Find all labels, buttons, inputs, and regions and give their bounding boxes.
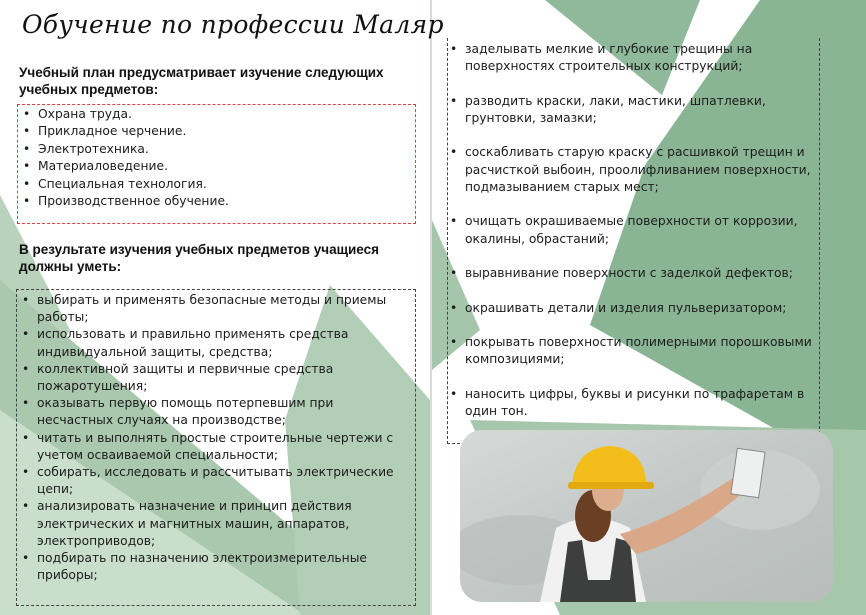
subject-item: • Электротехника. (22, 141, 409, 158)
skills-continued-box (447, 38, 820, 444)
skills-box (16, 289, 416, 606)
skills-list (21, 292, 407, 584)
subject-item: • Производственное обучение. (22, 193, 409, 210)
skill-item: • использовать и правильно применять средства индивидуальной защиты, средства; (21, 326, 407, 360)
hardhat-brim (568, 482, 654, 489)
outcomes-heading: В результате изучения учебных предметов учащиеся должны уметь: (19, 242, 379, 274)
subjects-box (17, 104, 416, 224)
curriculum-heading: Учебный план предусматривает изучение следующих учебных предметов: (19, 65, 384, 97)
subjects-list (22, 106, 409, 210)
skill-item: • собирать, исследовать и рассчитывать электрические цепи; (21, 464, 407, 498)
subject-item: • Охрана труда. (22, 106, 409, 123)
skill-item: • подбирать по назначению электроизмерительные приборы; (21, 550, 407, 584)
painter-illustration (460, 430, 833, 602)
skill-item: • читать и выполнять простые строительные чертежи с учетом осваиваемой специальности; (21, 430, 407, 464)
skill-item: • разводить краски, лаки, мастики, шпатлевки, грунтовки, замазки; (449, 93, 813, 127)
skills-continued-list (449, 41, 813, 420)
skill-item: • оказывать первую помощь потерпевшим при несчастных случаях на производстве; (21, 395, 407, 429)
skill-item: • соскабливать старую краску с расшивкой трещин и расчисткой выбоин, проолифливанием поверхности, подмазыванием старых мест; (449, 144, 813, 196)
subject-item: • Прикладное черчение. (22, 123, 409, 140)
skill-item: • выравнивание поверхности с заделкой дефектов; (449, 265, 813, 282)
skill-item: • наносить цифры, буквы и рисунки по трафаретам в один тон. (449, 386, 813, 420)
skill-item: • заделывать мелкие и глубокие трещины на поверхностях строительных конструкций; (449, 41, 813, 75)
subject-item: • Материаловедение. (22, 158, 409, 175)
skill-item: • окрашивать детали и изделия пульверизатором; (449, 300, 813, 317)
skill-item: • анализировать назначение и принцип действия электрических и магнитных машин, аппаратов, электроприводов; (21, 498, 407, 550)
putty-knife (731, 448, 765, 497)
skill-item: • выбирать и применять безопасные методы и приемы работы; (21, 292, 407, 326)
painter-photo (460, 430, 833, 602)
skill-item: • покрывать поверхности полимерными порошковыми композициями; (449, 334, 813, 368)
page-title: Обучение по профессии Маляр (22, 10, 444, 39)
skill-item: • очищать окрашиваемые поверхности от коррозии, окалины, обрастаний; (449, 213, 813, 247)
skill-item: • коллективной защиты и первичные средства пожаротушения; (21, 361, 407, 395)
subject-item: • Специальная технология. (22, 176, 409, 193)
